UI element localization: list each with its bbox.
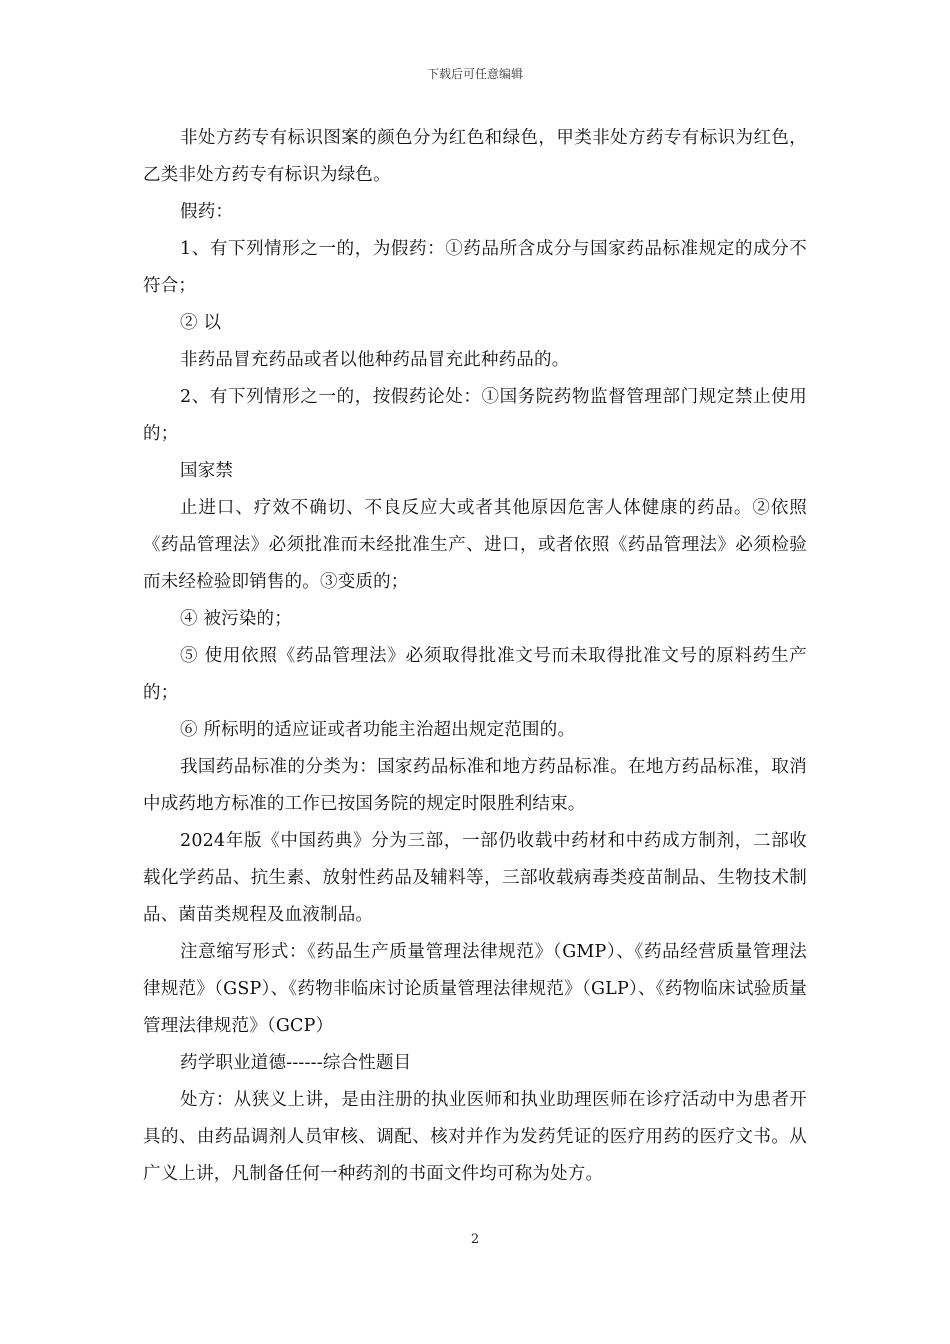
page-number: 2 bbox=[470, 1232, 480, 1247]
paragraph-country-ban-start: 国家禁 bbox=[180, 461, 234, 481]
paragraph-counterfeit-heading: 假药： bbox=[180, 202, 234, 222]
paragraph-counterfeit-rule-2: 2、有下列情形之一的，按假药论处：①国务院药物监督管理部门规定禁止使用的； bbox=[143, 387, 807, 444]
document-body bbox=[143, 120, 807, 1193]
paragraph-ethics: 药学职业道德------综合性题目 bbox=[180, 1053, 412, 1073]
paragraph-counterfeit-rule-1-item-2-start: ② 以 bbox=[180, 313, 222, 333]
paragraph-counterfeit-rule-1-item-2-end: 非药品冒充药品或者以他种药品冒充此种药品的。 bbox=[180, 350, 570, 370]
paragraph-drug-standards: 我国药品标准的分类为：国家药品标准和地方药品标准。在地方药品标准，取消中成药地方标准的工作已按国务院的规定时限胜利结束。 bbox=[143, 757, 807, 814]
paragraph-item-6: ⑥ 所标明的适应证或者功能主治超出规定范围的。 bbox=[180, 720, 576, 740]
paragraph-pharmacopoeia: 2024年版《中国药典》分为三部，一部仍收载中药材和中药成方制剂，二部收载化学药品、抗生素、放射性药品及辅料等，三部收载病毒类疫苗制品、生物技术制品、菌苗类规程及血液制品。 bbox=[143, 831, 807, 925]
paragraph-item-5: ⑤ 使用依照《药品管理法》必须取得批准文号而未取得批准文号的原料药生产的； bbox=[143, 646, 807, 703]
paragraph-country-ban-detail: 止进口、疗效不确切、不良反应大或者其他原因危害人体健康的药品。②依照《药品管理法》必须批准而未经批准生产、进口，或者依照《药品管理法》必须检验而未经检验即销售的。③变质的； bbox=[143, 498, 807, 592]
paragraph-otc-label-colors: 非处方药专有标识图案的颜色分为红色和绿色，甲类非处方药专有标识为红色，乙类非处方药专有标识为绿色。 bbox=[143, 128, 807, 185]
paragraph-item-4: ④ 被污染的； bbox=[180, 609, 292, 629]
paragraph-counterfeit-rule-1: 1、有下列情形之一的，为假药：①药品所含成分与国家药品标准规定的成分不符合； bbox=[143, 239, 807, 296]
paragraph-prescription: 处方：从狭义上讲，是由注册的执业医师和执业助理医师在诊疗活动中为患者开具的、由药品调剂人员审核、调配、核对并作为发药凭证的医疗用药的医疗文书。从广义上讲，凡制备任何一种药剂的书面文件均可称为处方。 bbox=[143, 1090, 807, 1184]
paragraph-abbreviations: 注意缩写形式：《药品生产质量管理法律规范》（GMP）、《药品经营质量管理法律规范》（GSP）、《药物非临床讨论质量管理法律规范》（GLP）、《药物临床试验质量管理法律规范》（GCP） bbox=[143, 942, 807, 1036]
page-header: 下载后可任意编辑 bbox=[426, 67, 523, 81]
